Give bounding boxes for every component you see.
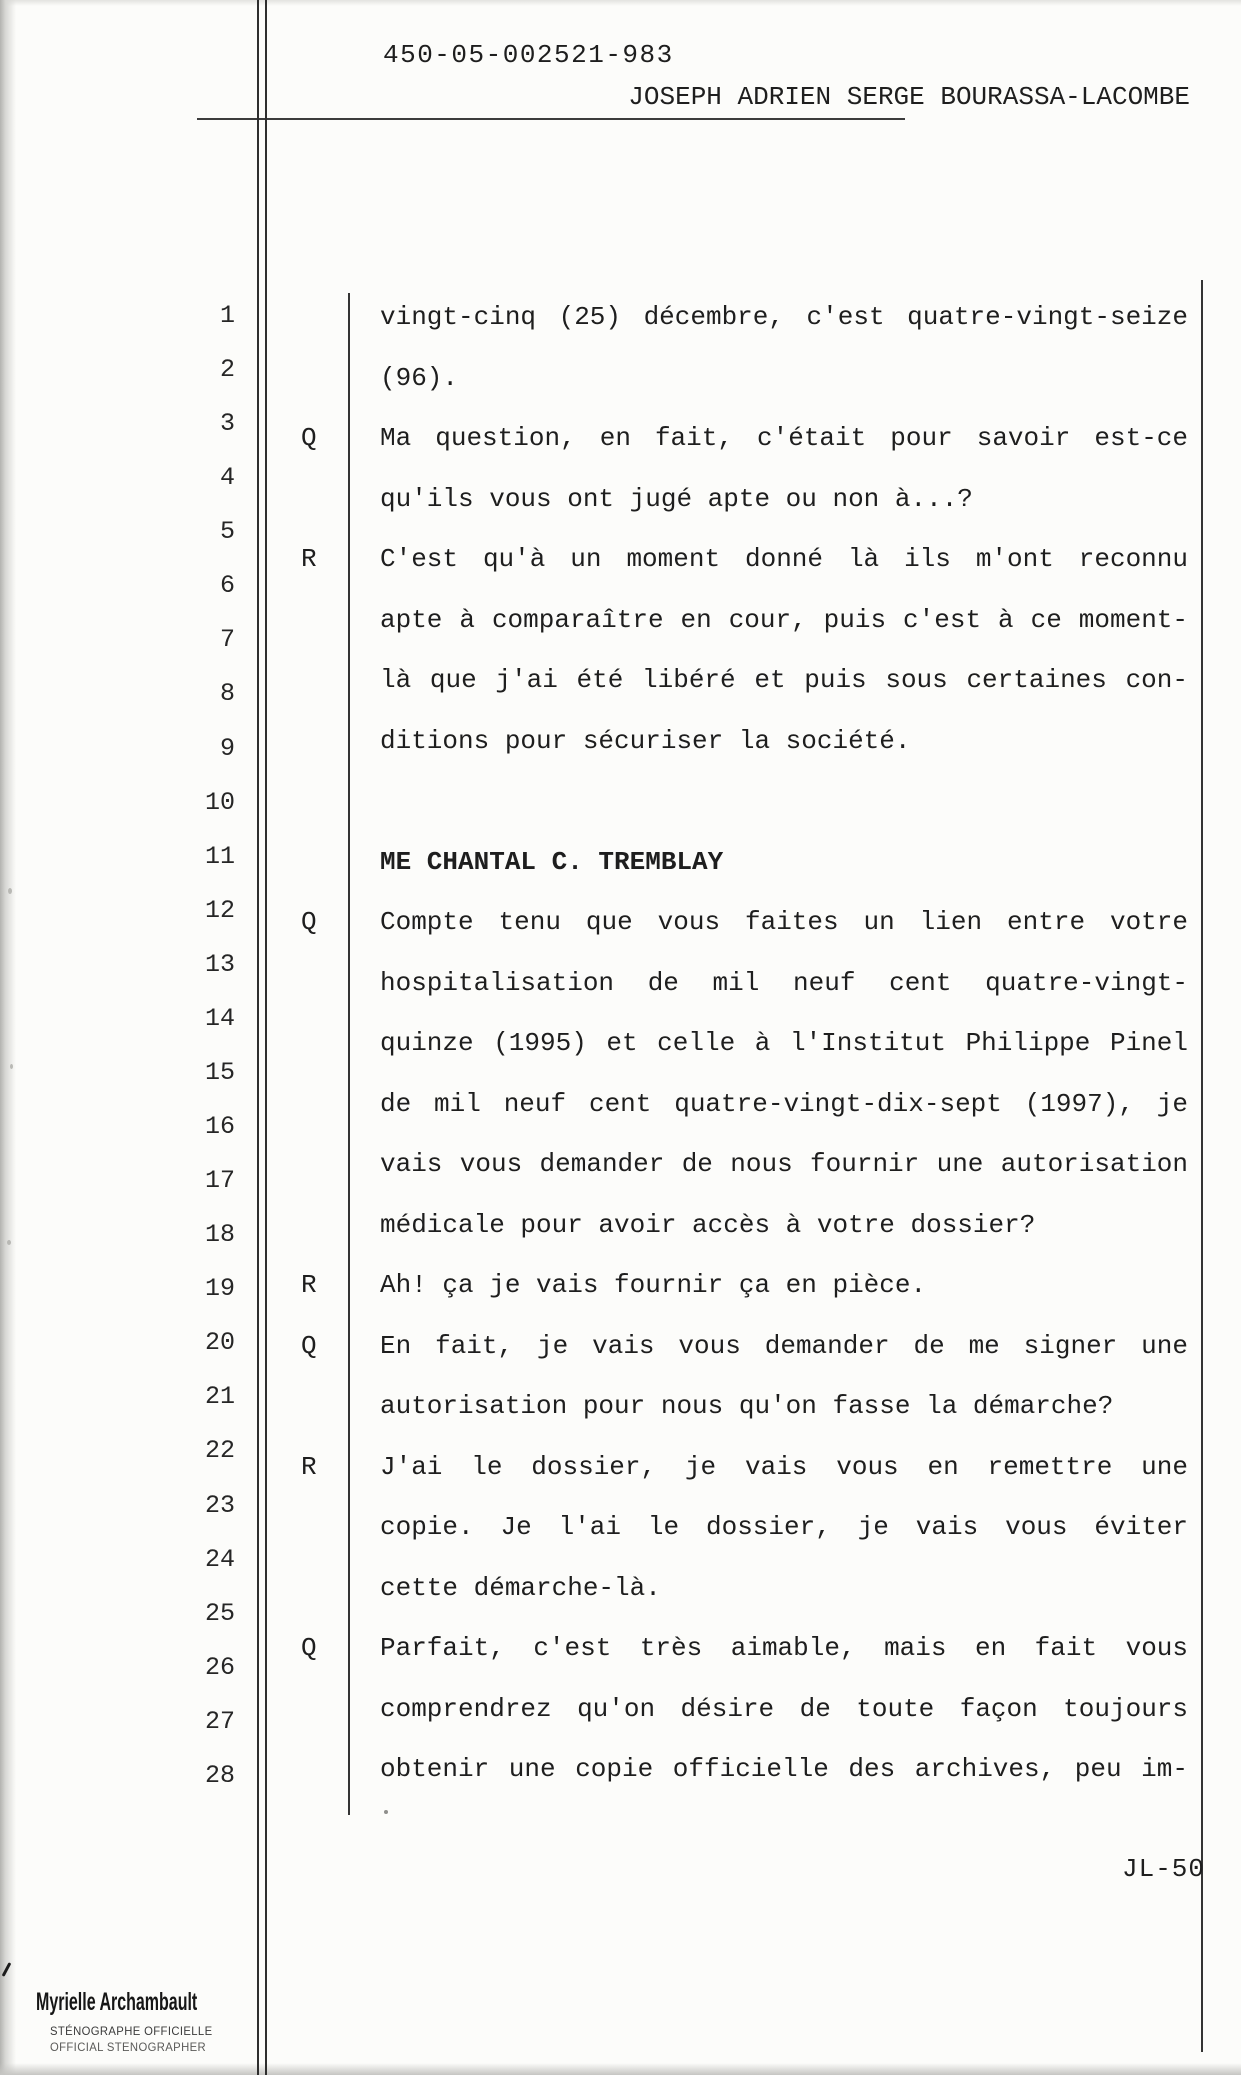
case-number: 450-05-002521-983: [383, 40, 674, 70]
transcript-line: [0, 1453, 1241, 1497]
line-number: 17: [204, 1166, 235, 1196]
speaker-label: R: [301, 1270, 317, 1300]
witness-name: JOSEPH ADRIEN SERGE BOURASSA-LACOMBE: [628, 82, 1190, 112]
transcript-line: [0, 1574, 1241, 1618]
line-number: 10: [204, 787, 235, 817]
transcript-line: [0, 485, 1241, 529]
transcript-line: [0, 666, 1241, 710]
line-text: apte à comparaître en cour, puis c'est à ce moment-: [380, 604, 1188, 635]
transcript-line: [0, 848, 1241, 892]
line-number: 16: [204, 1112, 235, 1142]
line-number: 14: [204, 1003, 235, 1033]
line-text: C'est qu'à un moment donné là ils m'ont reconnu: [380, 544, 1188, 574]
line-number: 6: [219, 571, 235, 601]
header-underline: [197, 118, 905, 120]
line-number: 8: [219, 679, 235, 709]
transcript-line: [0, 1695, 1241, 1739]
line-text: là que j'ai été libéré et puis sous certaines con-: [380, 665, 1188, 695]
transcript-line: [0, 969, 1241, 1013]
stenographer-name-stamp: Myrielle Archambault: [36, 1988, 198, 2016]
line-number: 22: [204, 1436, 235, 1466]
speaker-label: R: [301, 544, 317, 574]
transcript-line: [0, 424, 1241, 468]
exhibit-label: JL-50: [1122, 1854, 1206, 1884]
transcript-line: [0, 727, 1241, 771]
stenographer-title-en: OFFICIAL STENOGRAPHER: [50, 2040, 207, 2054]
line-number: 11: [204, 841, 235, 871]
line-number: 27: [204, 1706, 235, 1736]
line-text: Parfait, c'est très aimable, mais en fait vous: [380, 1633, 1188, 1663]
line-number: 3: [219, 409, 235, 439]
speaker-label: Q: [301, 1330, 317, 1361]
transcript-line: [0, 364, 1241, 408]
transcript-line: [0, 604, 1241, 655]
line-number: 24: [204, 1544, 235, 1574]
line-number: 20: [204, 1328, 235, 1358]
line-number: 18: [204, 1220, 235, 1250]
transcript-line: [0, 1513, 1241, 1557]
speaker-label: Q: [301, 1633, 317, 1663]
line-number: 26: [204, 1652, 235, 1682]
line-text: (96).: [380, 362, 459, 393]
line-number: 28: [204, 1760, 235, 1790]
line-text: ditions pour sécuriser la société.: [380, 725, 911, 756]
transcript-line: [0, 1090, 1241, 1134]
speaker-label: R: [301, 1451, 317, 1482]
line-text: qu'ils vous ont jugé apte ou non à...?: [380, 483, 973, 514]
line-number: 13: [204, 949, 235, 979]
line-text: En fait, je vais vous demander de me signer une: [380, 1330, 1188, 1361]
transcript-line: [0, 1029, 1241, 1073]
line-text: vais vous demander de nous fournir une autorisation: [380, 1149, 1188, 1179]
line-text: autorisation pour nous qu'on fasse la démarche?: [380, 1391, 1114, 1421]
line-text: Compte tenu que vous faites un lien entre votre: [380, 907, 1188, 937]
line-number: 19: [204, 1274, 235, 1304]
line-text: hospitalisation de mil neuf cent quatre-vingt-: [380, 967, 1188, 998]
line-text: copie. Je l'ai le dossier, je vais vous éviter: [380, 1512, 1188, 1542]
transcript-line: [0, 1755, 1241, 1799]
scan-edge-bottom: [0, 2063, 1241, 2075]
stenographer-title-fr: STÉNOGRAPHE OFFICIELLE: [50, 2024, 213, 2038]
line-number: 12: [204, 895, 235, 925]
line-text: comprendrez qu'on désire de toute façon toujours: [380, 1693, 1188, 1724]
line-text: de mil neuf cent quatre-vingt-dix-sept (1997), je: [380, 1088, 1188, 1119]
line-text: J'ai le dossier, je vais vous en remettre une: [380, 1451, 1188, 1482]
speaker-label: Q: [301, 907, 317, 937]
transcript-line: [0, 303, 1241, 347]
line-text: obtenir une copie officielle des archives, peu im-: [380, 1754, 1188, 1784]
transcript-line: [0, 787, 1241, 831]
scan-speck: [7, 1240, 11, 1245]
scan-edge-top: [0, 0, 1241, 6]
line-number: 1: [219, 301, 235, 330]
line-text: ME CHANTAL C. TREMBLAY: [380, 846, 724, 877]
line-text: quinze (1995) et celle à l'Institut Philippe Pinel: [380, 1028, 1188, 1058]
scan-speck: [10, 1064, 13, 1069]
transcript-line: [0, 1392, 1241, 1436]
transcript-line: [0, 545, 1241, 589]
line-number: 25: [204, 1598, 235, 1628]
speaker-label: Q: [301, 423, 317, 453]
line-number: 9: [219, 733, 235, 763]
transcript-line: [0, 1150, 1241, 1194]
line-number: 7: [219, 625, 235, 655]
line-number: 2: [219, 355, 235, 385]
line-number: 5: [219, 517, 235, 547]
line-number: 15: [204, 1057, 235, 1087]
transcript-line: [0, 1328, 1241, 1376]
transcript-line: [0, 1271, 1241, 1315]
transcript-line: [0, 1633, 1241, 1682]
line-text: cette démarche-là.: [380, 1572, 661, 1603]
line-number: 4: [219, 463, 235, 493]
transcript-line: [0, 908, 1241, 952]
scan-speck: [8, 888, 12, 894]
line-number: 23: [204, 1490, 235, 1520]
line-text: Ah! ça je vais fournir ça en pièce.: [380, 1270, 927, 1300]
scan-speck: [384, 1810, 388, 1814]
line-text: vingt-cinq (25) décembre, c'est quatre-vingt-seize: [380, 302, 1188, 332]
line-text: Ma question, en fait, c'était pour savoir est-ce: [380, 423, 1188, 453]
line-text: médicale pour avoir accès à votre dossier?: [380, 1209, 1036, 1240]
line-number: 21: [204, 1382, 235, 1412]
transcript-line: [0, 1211, 1241, 1255]
